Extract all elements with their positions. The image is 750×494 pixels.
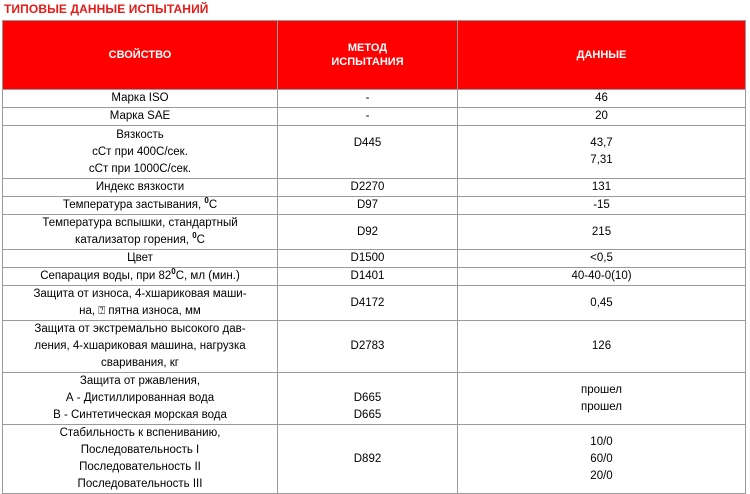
cell-property: Индекс вязкости xyxy=(3,179,278,197)
cell-property xyxy=(3,197,278,215)
cell-property: Марка ISO xyxy=(3,90,278,108)
table-row xyxy=(3,126,746,179)
table-row xyxy=(3,286,746,321)
cell-method: D445 xyxy=(278,126,458,179)
header-property: СВОЙСТВО xyxy=(3,21,278,90)
header-method: МЕТОД ИСПЫТАНИЯ xyxy=(278,21,458,90)
cell-property: Вязкость сСт при 400С/сек. сСт при 1000С/сек. xyxy=(3,126,278,179)
cell-value: 10/0 60/0 20/0 xyxy=(458,425,746,494)
table-row xyxy=(3,179,746,197)
cell-property: Защита от износа, 4-хшариковая маши- на, ⍰ пятна износа, мм xyxy=(3,286,278,321)
cell-property-tail: С xyxy=(196,234,205,246)
cell-property xyxy=(3,268,278,286)
cell-method: D4172 xyxy=(278,286,458,321)
degree-sup: 0 xyxy=(171,267,176,277)
cell-method: - xyxy=(278,108,458,126)
cell-value: 0,45 xyxy=(458,286,746,321)
table-row xyxy=(3,108,746,126)
cell-method: D1401 xyxy=(278,268,458,286)
cell-method: D1500 xyxy=(278,250,458,268)
cell-value: 40-40-0(10) xyxy=(458,268,746,286)
page-title: ТИПОВЫЕ ДАННЫЕ ИСПЫТАНИЙ xyxy=(4,2,209,16)
header-data: ДАННЫЕ xyxy=(458,21,746,90)
cell-property-tail: С, мл (мин.) xyxy=(175,270,240,282)
table-row xyxy=(3,197,746,215)
cell-value: 46 xyxy=(458,90,746,108)
cell-property: Защита от ржавления, А - Дистиллированная вода В - Синтетическая морская вода xyxy=(3,373,278,425)
table-row xyxy=(3,90,746,108)
cell-method: D665 D665 xyxy=(278,373,458,425)
cell-value: 126 xyxy=(458,321,746,373)
table-row xyxy=(3,250,746,268)
cell-property: Марка SAE xyxy=(3,108,278,126)
cell-property-text: Температура застывания, xyxy=(62,199,205,211)
cell-method: - xyxy=(278,90,458,108)
test-data-table xyxy=(2,20,746,494)
table-row xyxy=(3,373,746,425)
degree-sup: 0 xyxy=(204,196,209,206)
cell-method: D92 xyxy=(278,215,458,250)
cell-property-text: Температура вспышки, стандартный катализатор горения, xyxy=(42,217,238,246)
cell-method: D2270 xyxy=(278,179,458,197)
cell-property: Стабильность к вспениванию, Последовательность I Последовательность II Последовательность III xyxy=(3,425,278,494)
cell-value: <0,5 xyxy=(458,250,746,268)
cell-value: прошел прошел xyxy=(458,373,746,425)
table-header-row xyxy=(3,21,746,90)
table-row xyxy=(3,268,746,286)
cell-value: 43,7 7,31 xyxy=(458,126,746,179)
cell-property: Защита от экстремально высокого дав- ления, 4-хшариковая машина, нагрузка сваривания, кг xyxy=(3,321,278,373)
cell-property: Цвет xyxy=(3,250,278,268)
cell-value: -15 xyxy=(458,197,746,215)
table-row xyxy=(3,321,746,373)
table-row xyxy=(3,215,746,250)
cell-method: D892 xyxy=(278,425,458,494)
cell-value: 20 xyxy=(458,108,746,126)
cell-value: 131 xyxy=(458,179,746,197)
table-row xyxy=(3,425,746,494)
cell-property xyxy=(3,215,278,250)
cell-property-text: Сепарация воды, при 82 xyxy=(40,270,172,282)
degree-sup: 0 xyxy=(192,231,197,241)
cell-method: D97 xyxy=(278,197,458,215)
cell-value: 215 xyxy=(458,215,746,250)
cell-property-tail: С xyxy=(208,199,218,211)
cell-method: D2783 xyxy=(278,321,458,373)
